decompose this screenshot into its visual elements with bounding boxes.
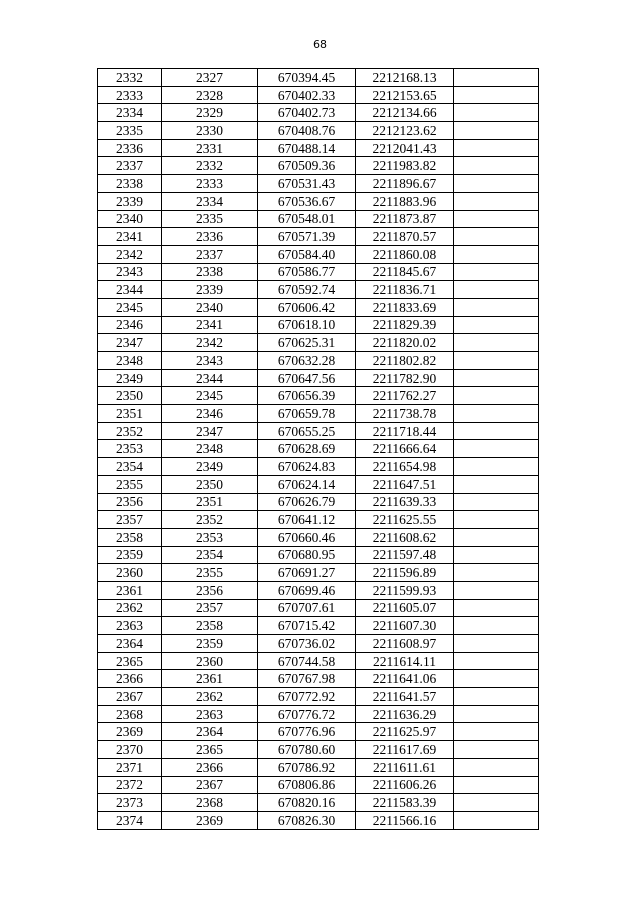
table-cell: 2347 (162, 422, 258, 440)
table-cell: 2211873.87 (356, 210, 454, 228)
table-cell: 2339 (162, 281, 258, 299)
table-cell (454, 69, 539, 87)
table-cell: 670660.46 (258, 528, 356, 546)
table-cell: 2211605.07 (356, 599, 454, 617)
table-row (98, 157, 539, 175)
table-row (98, 635, 539, 653)
table-cell (454, 157, 539, 175)
table-cell: 2348 (98, 352, 162, 370)
table-cell: 670408.76 (258, 122, 356, 140)
table-cell: 2353 (162, 528, 258, 546)
table-row (98, 546, 539, 564)
table-cell: 2360 (162, 652, 258, 670)
table-cell (454, 652, 539, 670)
table-cell (454, 811, 539, 829)
table-cell: 2212168.13 (356, 69, 454, 87)
table-cell: 2211820.02 (356, 334, 454, 352)
table-row (98, 564, 539, 582)
table-cell: 2211738.78 (356, 405, 454, 423)
table-cell: 2349 (98, 369, 162, 387)
table-cell (454, 705, 539, 723)
table-cell: 2357 (98, 511, 162, 529)
table-cell: 670767.98 (258, 670, 356, 688)
table-cell: 2346 (98, 316, 162, 334)
table-cell: 670571.39 (258, 228, 356, 246)
table-cell: 2212153.65 (356, 86, 454, 104)
table-cell: 2211599.93 (356, 581, 454, 599)
table-cell: 2211870.57 (356, 228, 454, 246)
table-cell (454, 564, 539, 582)
table-cell (454, 228, 539, 246)
table-cell: 2372 (98, 776, 162, 794)
table-cell (454, 776, 539, 794)
table-row (98, 210, 539, 228)
table-cell: 2211596.89 (356, 564, 454, 582)
table-cell (454, 458, 539, 476)
table-row (98, 298, 539, 316)
table-cell (454, 192, 539, 210)
table-row (98, 69, 539, 87)
table-cell: 670548.01 (258, 210, 356, 228)
table-cell: 670536.67 (258, 192, 356, 210)
table-cell: 2211625.97 (356, 723, 454, 741)
table-cell (454, 493, 539, 511)
table-cell: 670691.27 (258, 564, 356, 582)
coordinates-table (97, 68, 539, 830)
table-cell: 2329 (162, 104, 258, 122)
table-cell: 2366 (98, 670, 162, 688)
table-cell: 670592.74 (258, 281, 356, 299)
table-cell: 670632.28 (258, 352, 356, 370)
table-cell: 670772.92 (258, 688, 356, 706)
table-cell: 2341 (162, 316, 258, 334)
table-row (98, 263, 539, 281)
table-cell: 2211611.61 (356, 758, 454, 776)
table-cell (454, 139, 539, 157)
table-cell: 2340 (98, 210, 162, 228)
table-cell: 2211607.30 (356, 617, 454, 635)
table-cell: 670626.79 (258, 493, 356, 511)
table-cell (454, 758, 539, 776)
table-cell (454, 581, 539, 599)
table-cell: 2328 (162, 86, 258, 104)
table-row (98, 493, 539, 511)
table-cell: 2337 (162, 245, 258, 263)
table-row (98, 281, 539, 299)
table-row (98, 670, 539, 688)
table-cell: 2211762.27 (356, 387, 454, 405)
table-cell: 2363 (162, 705, 258, 723)
table-cell: 2211617.69 (356, 741, 454, 759)
table-cell: 670641.12 (258, 511, 356, 529)
table-cell: 2356 (162, 581, 258, 599)
table-cell: 670531.43 (258, 175, 356, 193)
table-cell (454, 245, 539, 263)
table-cell: 2357 (162, 599, 258, 617)
table-cell: 670776.72 (258, 705, 356, 723)
table-cell: 670402.33 (258, 86, 356, 104)
table-cell: 670606.42 (258, 298, 356, 316)
table-cell (454, 741, 539, 759)
table-row (98, 122, 539, 140)
table-cell (454, 599, 539, 617)
table-cell: 2355 (98, 475, 162, 493)
table-cell: 2364 (162, 723, 258, 741)
table-row (98, 528, 539, 546)
table-cell: 2333 (98, 86, 162, 104)
table-cell: 2211566.16 (356, 811, 454, 829)
table-cell: 2368 (162, 794, 258, 812)
table-cell: 2369 (162, 811, 258, 829)
table-cell: 2366 (162, 758, 258, 776)
table-row (98, 776, 539, 794)
table-row (98, 794, 539, 812)
table-cell: 2211829.39 (356, 316, 454, 334)
table-cell: 2351 (98, 405, 162, 423)
table-cell: 2338 (98, 175, 162, 193)
table-cell: 2358 (162, 617, 258, 635)
table-cell: 2341 (98, 228, 162, 246)
table-cell: 670826.30 (258, 811, 356, 829)
table-cell: 670628.69 (258, 440, 356, 458)
table-cell: 2351 (162, 493, 258, 511)
table-cell: 2334 (98, 104, 162, 122)
table-cell: 2211641.06 (356, 670, 454, 688)
table-cell: 2344 (98, 281, 162, 299)
table-cell: 2211614.11 (356, 652, 454, 670)
table-cell (454, 688, 539, 706)
table-cell: 2373 (98, 794, 162, 812)
table-cell (454, 635, 539, 653)
table-cell (454, 369, 539, 387)
table-row (98, 723, 539, 741)
table-cell: 670806.86 (258, 776, 356, 794)
table-cell: 2356 (98, 493, 162, 511)
table-row (98, 688, 539, 706)
table-cell: 2211597.48 (356, 546, 454, 564)
table-cell: 2211833.69 (356, 298, 454, 316)
table-cell: 670509.36 (258, 157, 356, 175)
table-cell (454, 387, 539, 405)
table-cell: 2361 (98, 581, 162, 599)
table-cell: 670624.14 (258, 475, 356, 493)
table-cell: 670488.14 (258, 139, 356, 157)
table-cell: 2335 (162, 210, 258, 228)
table-cell: 2370 (98, 741, 162, 759)
table-cell: 2211654.98 (356, 458, 454, 476)
table-cell: 2211606.26 (356, 776, 454, 794)
table-row (98, 387, 539, 405)
table-cell: 2362 (162, 688, 258, 706)
table-cell: 2367 (98, 688, 162, 706)
table-cell: 2343 (98, 263, 162, 281)
table-cell: 670820.16 (258, 794, 356, 812)
table-row (98, 86, 539, 104)
table-row (98, 458, 539, 476)
table-cell: 2368 (98, 705, 162, 723)
table-cell: 670655.25 (258, 422, 356, 440)
table-cell: 2332 (98, 69, 162, 87)
table-row (98, 104, 539, 122)
table-cell: 2211641.57 (356, 688, 454, 706)
table-row (98, 758, 539, 776)
table-cell: 2211583.39 (356, 794, 454, 812)
table-row (98, 228, 539, 246)
table-cell: 2211860.08 (356, 245, 454, 263)
table-cell: 2371 (98, 758, 162, 776)
table-cell: 2350 (98, 387, 162, 405)
table-cell: 2363 (98, 617, 162, 635)
table-cell: 2327 (162, 69, 258, 87)
table-row (98, 475, 539, 493)
table-row (98, 599, 539, 617)
table-cell: 670659.78 (258, 405, 356, 423)
table-cell: 2369 (98, 723, 162, 741)
table-cell (454, 298, 539, 316)
table-cell: 2361 (162, 670, 258, 688)
table-cell: 670680.95 (258, 546, 356, 564)
table-cell: 2342 (98, 245, 162, 263)
table-cell: 670618.10 (258, 316, 356, 334)
table-cell: 2365 (98, 652, 162, 670)
table-cell: 2211836.71 (356, 281, 454, 299)
table-cell: 2367 (162, 776, 258, 794)
table-cell (454, 175, 539, 193)
table-cell: 670707.61 (258, 599, 356, 617)
table-cell (454, 440, 539, 458)
table-cell (454, 352, 539, 370)
table-cell: 2347 (98, 334, 162, 352)
table-cell: 2355 (162, 564, 258, 582)
table-cell: 2339 (98, 192, 162, 210)
table-cell: 2211983.82 (356, 157, 454, 175)
table-cell (454, 316, 539, 334)
table-row (98, 316, 539, 334)
table-cell (454, 528, 539, 546)
table-cell: 2212123.62 (356, 122, 454, 140)
table-cell: 2365 (162, 741, 258, 759)
table-cell: 2333 (162, 175, 258, 193)
table-cell: 670624.83 (258, 458, 356, 476)
table-cell: 2359 (98, 546, 162, 564)
table-cell (454, 104, 539, 122)
table-cell: 2340 (162, 298, 258, 316)
table-cell (454, 263, 539, 281)
table-cell: 2211883.96 (356, 192, 454, 210)
table-body (98, 69, 539, 830)
table-cell (454, 86, 539, 104)
table-cell: 670656.39 (258, 387, 356, 405)
table-cell (454, 281, 539, 299)
table-cell (454, 546, 539, 564)
table-cell: 2211782.90 (356, 369, 454, 387)
table-cell: 670586.77 (258, 263, 356, 281)
table-cell: 2343 (162, 352, 258, 370)
table-cell: 2211639.33 (356, 493, 454, 511)
table-cell: 2334 (162, 192, 258, 210)
table-cell: 2212041.43 (356, 139, 454, 157)
table-cell: 2353 (98, 440, 162, 458)
table-row (98, 175, 539, 193)
table-cell (454, 617, 539, 635)
table-cell: 2354 (162, 546, 258, 564)
table-cell (454, 475, 539, 493)
table-row (98, 369, 539, 387)
table-row (98, 422, 539, 440)
table-cell: 2374 (98, 811, 162, 829)
table-cell (454, 511, 539, 529)
table-cell: 2211625.55 (356, 511, 454, 529)
table-cell: 2331 (162, 139, 258, 157)
table-cell: 2212134.66 (356, 104, 454, 122)
table-row (98, 139, 539, 157)
table-cell: 2211636.29 (356, 705, 454, 723)
page-number: 68 (313, 38, 327, 51)
table-cell: 2349 (162, 458, 258, 476)
table-row (98, 811, 539, 829)
table-cell: 670584.40 (258, 245, 356, 263)
table-row (98, 192, 539, 210)
table-cell: 670776.96 (258, 723, 356, 741)
table-cell (454, 723, 539, 741)
table-row (98, 741, 539, 759)
table-cell: 670786.92 (258, 758, 356, 776)
table-cell: 2337 (98, 157, 162, 175)
table-cell: 2345 (98, 298, 162, 316)
table-cell: 670625.31 (258, 334, 356, 352)
table-row (98, 617, 539, 635)
table-row (98, 440, 539, 458)
table-cell: 2346 (162, 405, 258, 423)
table-cell: 2345 (162, 387, 258, 405)
table-cell: 2335 (98, 122, 162, 140)
table-cell: 670699.46 (258, 581, 356, 599)
table-cell: 2336 (162, 228, 258, 246)
table-cell: 2338 (162, 263, 258, 281)
table-row (98, 511, 539, 529)
table-cell: 2354 (98, 458, 162, 476)
table-cell: 2211802.82 (356, 352, 454, 370)
table-cell: 2352 (98, 422, 162, 440)
table-cell: 2342 (162, 334, 258, 352)
table-cell (454, 405, 539, 423)
table-cell: 2364 (98, 635, 162, 653)
table-cell: 2211608.62 (356, 528, 454, 546)
table-cell (454, 334, 539, 352)
table-cell: 2362 (98, 599, 162, 617)
table-row (98, 705, 539, 723)
table-cell: 2332 (162, 157, 258, 175)
table-cell: 2348 (162, 440, 258, 458)
table-cell (454, 422, 539, 440)
table-cell: 2211647.51 (356, 475, 454, 493)
table-cell: 2211608.97 (356, 635, 454, 653)
table-cell: 2211896.67 (356, 175, 454, 193)
table-cell: 2344 (162, 369, 258, 387)
table-cell: 670647.56 (258, 369, 356, 387)
table-row (98, 581, 539, 599)
table-cell: 670736.02 (258, 635, 356, 653)
table-cell: 2358 (98, 528, 162, 546)
table-cell: 2330 (162, 122, 258, 140)
table-cell: 2360 (98, 564, 162, 582)
table-cell: 670394.45 (258, 69, 356, 87)
table-cell (454, 210, 539, 228)
table-cell: 2211666.64 (356, 440, 454, 458)
table-row (98, 245, 539, 263)
table-cell: 2211718.44 (356, 422, 454, 440)
table-cell (454, 670, 539, 688)
table-cell: 2352 (162, 511, 258, 529)
table-row (98, 334, 539, 352)
table-cell: 670744.58 (258, 652, 356, 670)
table-row (98, 652, 539, 670)
table-cell: 2359 (162, 635, 258, 653)
table-cell (454, 122, 539, 140)
table-cell: 2336 (98, 139, 162, 157)
table-row (98, 405, 539, 423)
table-cell (454, 794, 539, 812)
table-cell: 670780.60 (258, 741, 356, 759)
table-cell: 2350 (162, 475, 258, 493)
table-cell: 670715.42 (258, 617, 356, 635)
table-row (98, 352, 539, 370)
table-cell: 670402.73 (258, 104, 356, 122)
table-cell: 2211845.67 (356, 263, 454, 281)
